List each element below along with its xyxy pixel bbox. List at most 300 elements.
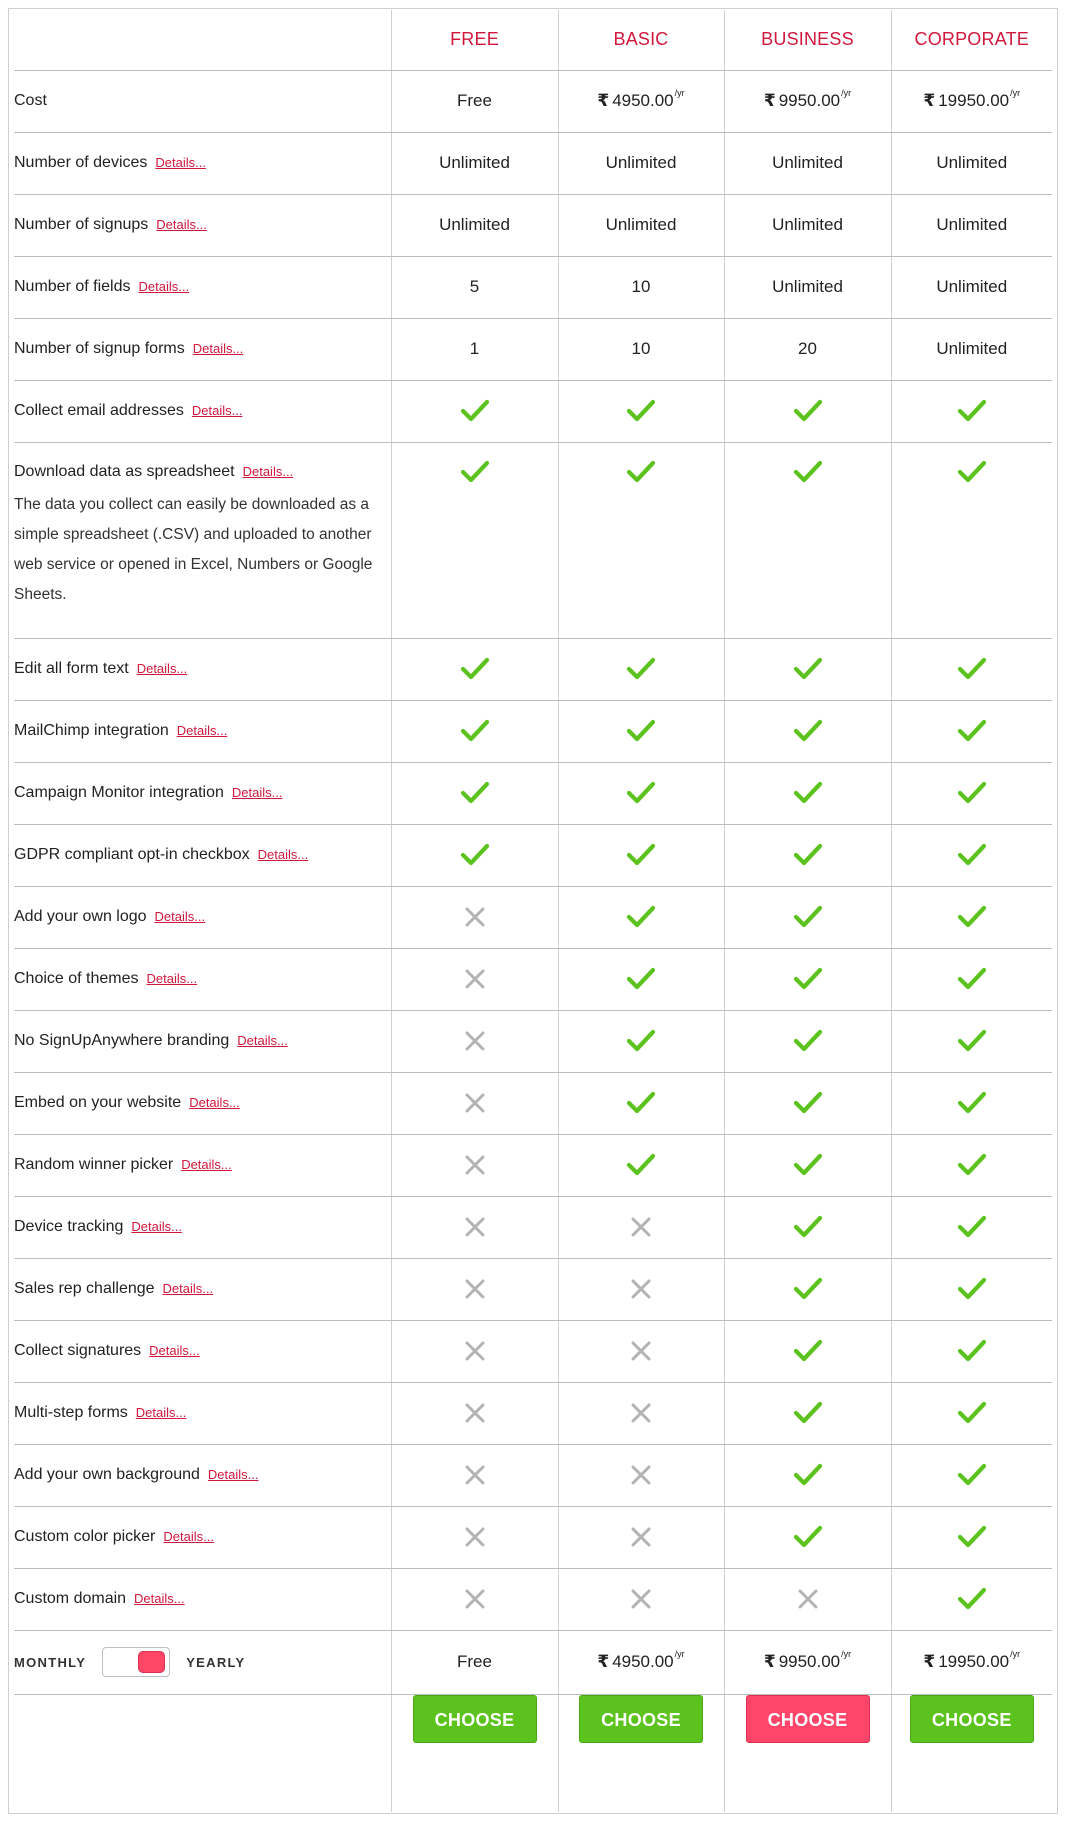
cost-label: Cost xyxy=(14,70,391,132)
feature-label-cell xyxy=(14,380,391,442)
check-icon xyxy=(626,780,656,806)
included-free xyxy=(391,442,558,638)
value-business: Unlimited xyxy=(724,132,891,194)
price-period: /yr xyxy=(674,88,685,98)
switch-knob[interactable] xyxy=(138,1651,165,1673)
included-corporate xyxy=(891,442,1052,638)
plan-name-basic: BASIC xyxy=(558,10,724,70)
details-link-number-of-fields[interactable]: Details... xyxy=(138,279,190,294)
price-period: /yr xyxy=(841,1649,852,1659)
billing-price-basic xyxy=(558,1630,724,1694)
check-icon xyxy=(957,1338,987,1364)
feature-row-number-of-signup-forms xyxy=(14,318,1052,380)
feature-row-number-of-fields xyxy=(14,256,1052,318)
included-free xyxy=(391,1568,558,1630)
price-period: /yr xyxy=(674,1649,685,1659)
cross-icon xyxy=(460,1400,490,1426)
feature-name-add-your-own-logo: Add your own logo xyxy=(14,908,147,925)
check-icon xyxy=(626,904,656,930)
rupee-symbol: ₹ xyxy=(597,91,610,110)
check-icon xyxy=(626,459,656,485)
feature-row-gdpr-compliant-opt-in-checkbox xyxy=(14,824,1052,886)
check-icon xyxy=(793,1152,823,1178)
check-icon xyxy=(460,842,490,868)
check-icon xyxy=(957,966,987,992)
feature-label-cell xyxy=(14,886,391,948)
included-basic xyxy=(558,762,724,824)
feature-row-embed-on-your-website xyxy=(14,1072,1052,1134)
feature-row-add-your-own-background xyxy=(14,1444,1052,1506)
feature-label-cell xyxy=(14,1010,391,1072)
details-link-number-of-signup-forms[interactable]: Details... xyxy=(192,341,244,356)
check-icon xyxy=(626,842,656,868)
details-link-no-signupanywhere-branding[interactable]: Details... xyxy=(237,1033,288,1048)
cross-icon xyxy=(460,1152,490,1178)
price-amount: Free xyxy=(457,91,492,110)
included-basic xyxy=(558,700,724,762)
check-icon xyxy=(626,1028,656,1054)
rupee-symbol: ₹ xyxy=(923,1652,936,1671)
check-icon xyxy=(957,398,987,424)
included-basic xyxy=(558,1568,724,1630)
cross-icon xyxy=(460,1028,490,1054)
cross-icon xyxy=(460,1462,490,1488)
included-corporate xyxy=(891,948,1052,1010)
included-basic xyxy=(558,380,724,442)
value-free: 1 xyxy=(391,318,558,380)
included-corporate xyxy=(891,1258,1052,1320)
feature-label-cell xyxy=(14,1072,391,1134)
feature-name-custom-color-picker: Custom color picker xyxy=(14,1528,156,1545)
billing-price-free xyxy=(391,1630,558,1694)
feature-name-embed-on-your-website: Embed on your website xyxy=(14,1094,182,1111)
included-free xyxy=(391,948,558,1010)
billing-toggle-cell xyxy=(14,1630,391,1694)
check-icon xyxy=(793,398,823,424)
feature-row-add-your-own-logo xyxy=(14,886,1052,948)
feature-name-multi-step-forms: Multi-step forms xyxy=(14,1404,128,1421)
check-icon xyxy=(793,1090,823,1116)
feature-label-cell xyxy=(14,442,391,638)
feature-name-choice-of-themes: Choice of themes xyxy=(14,970,139,987)
monthly-label[interactable]: MONTHLY xyxy=(14,1654,87,1670)
included-business xyxy=(724,700,891,762)
feature-name-collect-email-addresses: Collect email addresses xyxy=(14,402,184,419)
included-business xyxy=(724,1258,891,1320)
included-free xyxy=(391,700,558,762)
rupee-symbol: ₹ xyxy=(763,91,776,110)
feature-label-cell xyxy=(14,1196,391,1258)
value-free: Unlimited xyxy=(391,194,558,256)
included-free xyxy=(391,1072,558,1134)
feature-row-download-data-as-spreadsheet xyxy=(14,442,1052,638)
details-link-embed-on-your-website[interactable]: Details... xyxy=(189,1095,240,1110)
cross-icon xyxy=(626,1276,656,1302)
feature-name-no-signupanywhere-branding: No SignUpAnywhere branding xyxy=(14,1032,230,1049)
feature-row-mailchimp-integration xyxy=(14,700,1052,762)
feature-label-cell xyxy=(14,256,391,318)
value-basic: Unlimited xyxy=(558,194,724,256)
cost-value-basic xyxy=(558,70,724,132)
feature-name-sales-rep-challenge: Sales rep challenge xyxy=(14,1280,155,1297)
price-amount: 9950.00 xyxy=(778,91,841,110)
feature-name-custom-domain: Custom domain xyxy=(14,1590,127,1607)
feature-row-custom-color-picker xyxy=(14,1506,1052,1568)
details-link-custom-domain[interactable]: Details... xyxy=(134,1591,185,1606)
value-business: 20 xyxy=(724,318,891,380)
feature-row-multi-step-forms xyxy=(14,1382,1052,1444)
feature-label-cell xyxy=(14,1444,391,1506)
included-business xyxy=(724,1506,891,1568)
billing-row xyxy=(14,1630,1052,1694)
details-link-download-data-as-spreadsheet[interactable]: Details... xyxy=(242,463,294,479)
value-business: Unlimited xyxy=(724,194,891,256)
price-amount: 19950.00 xyxy=(938,1652,1010,1671)
value-basic: 10 xyxy=(558,256,724,318)
feature-label-cell xyxy=(14,1320,391,1382)
included-business xyxy=(724,886,891,948)
choose-cell-basic xyxy=(558,1694,724,1812)
details-link-multi-step-forms[interactable]: Details... xyxy=(135,1405,187,1420)
included-corporate xyxy=(891,1320,1052,1382)
details-link-gdpr-compliant-opt-in-checkbox[interactable]: Details... xyxy=(257,847,309,862)
value-corporate: Unlimited xyxy=(891,132,1052,194)
check-icon xyxy=(957,1276,987,1302)
choose-button-business[interactable]: CHOOSE xyxy=(746,1695,870,1743)
check-icon xyxy=(957,1400,987,1426)
included-free xyxy=(391,638,558,700)
details-link-device-tracking[interactable]: Details... xyxy=(131,1219,182,1234)
price-amount: 9950.00 xyxy=(778,1652,841,1671)
value-business: Unlimited xyxy=(724,256,891,318)
feature-name-number-of-signups: Number of signups xyxy=(14,216,149,233)
check-icon xyxy=(957,1586,987,1612)
included-corporate xyxy=(891,1196,1052,1258)
value-free: 5 xyxy=(391,256,558,318)
check-icon xyxy=(957,904,987,930)
feature-row-random-winner-picker xyxy=(14,1134,1052,1196)
details-link-sales-rep-challenge[interactable]: Details... xyxy=(162,1281,214,1296)
included-business xyxy=(724,1444,891,1506)
feature-name-number-of-devices: Number of devices xyxy=(14,154,148,171)
included-corporate xyxy=(891,380,1052,442)
details-link-collect-signatures[interactable]: Details... xyxy=(149,1343,200,1358)
plan-name-business: BUSINESS xyxy=(724,10,891,70)
check-icon xyxy=(793,966,823,992)
included-business xyxy=(724,1072,891,1134)
details-link-random-winner-picker[interactable]: Details... xyxy=(181,1157,232,1172)
included-business xyxy=(724,1382,891,1444)
included-corporate xyxy=(891,1010,1052,1072)
check-icon xyxy=(793,1338,823,1364)
price-period: /yr xyxy=(1010,88,1021,98)
included-corporate xyxy=(891,638,1052,700)
billing-price-corporate xyxy=(891,1630,1052,1694)
check-icon xyxy=(793,1400,823,1426)
details-link-number-of-signups[interactable]: Details... xyxy=(156,217,207,232)
check-icon xyxy=(626,1152,656,1178)
feature-row-edit-all-form-text xyxy=(14,638,1052,700)
price-amount: 19950.00 xyxy=(938,91,1010,110)
rupee-symbol: ₹ xyxy=(763,1652,776,1671)
included-free xyxy=(391,762,558,824)
value-corporate: Unlimited xyxy=(891,194,1052,256)
check-icon xyxy=(793,1276,823,1302)
check-icon xyxy=(957,459,987,485)
included-free xyxy=(391,1444,558,1506)
feature-row-choice-of-themes xyxy=(14,948,1052,1010)
check-icon xyxy=(957,1462,987,1488)
feature-label-cell xyxy=(14,1134,391,1196)
included-basic xyxy=(558,1072,724,1134)
value-free: Unlimited xyxy=(391,132,558,194)
feature-label-cell xyxy=(14,1568,391,1630)
details-link-collect-email-addresses[interactable]: Details... xyxy=(191,403,243,418)
feature-label-cell xyxy=(14,948,391,1010)
plan-name-corporate: CORPORATE xyxy=(891,10,1052,70)
check-icon xyxy=(793,656,823,682)
cost-value-corporate xyxy=(891,70,1052,132)
feature-name-download-data-as-spreadsheet: Download data as spreadsheet xyxy=(14,462,235,480)
check-icon xyxy=(957,656,987,682)
details-link-custom-color-picker[interactable]: Details... xyxy=(163,1529,214,1544)
feature-row-sales-rep-challenge xyxy=(14,1258,1052,1320)
feature-name-random-winner-picker: Random winner picker xyxy=(14,1156,174,1173)
rupee-symbol: ₹ xyxy=(597,1652,610,1671)
price-amount: 4950.00 xyxy=(612,91,674,110)
check-icon xyxy=(793,1524,823,1550)
details-link-add-your-own-logo[interactable]: Details... xyxy=(154,909,206,924)
check-icon xyxy=(793,459,823,485)
feature-name-collect-signatures: Collect signatures xyxy=(14,1342,142,1359)
feature-name-edit-all-form-text: Edit all form text xyxy=(14,660,129,677)
feature-row-collect-signatures xyxy=(14,1320,1052,1382)
choose-button-free[interactable]: CHOOSE xyxy=(413,1695,537,1743)
check-icon xyxy=(793,842,823,868)
details-link-campaign-monitor-integration[interactable]: Details... xyxy=(231,785,283,800)
included-business xyxy=(724,1568,891,1630)
feature-description: The data you collect can easily be downloaded as a simple spreadsheet (.CSV) and uploaded to another web service or opened in Excel, Numbers or Google Sheets. xyxy=(14,495,373,603)
included-corporate xyxy=(891,762,1052,824)
included-free xyxy=(391,380,558,442)
rupee-symbol: ₹ xyxy=(923,91,936,110)
check-icon xyxy=(957,842,987,868)
price-period: /yr xyxy=(1010,1649,1021,1659)
cross-icon xyxy=(460,1276,490,1302)
check-icon xyxy=(957,718,987,744)
feature-label-cell xyxy=(14,1382,391,1444)
included-basic xyxy=(558,948,724,1010)
check-icon xyxy=(793,780,823,806)
feature-row-device-tracking xyxy=(14,1196,1052,1258)
details-link-number-of-devices[interactable]: Details... xyxy=(155,155,206,170)
value-corporate: Unlimited xyxy=(891,256,1052,318)
included-corporate xyxy=(891,1444,1052,1506)
feature-row-collect-email-addresses xyxy=(14,380,1052,442)
pricing-table xyxy=(14,10,1052,1812)
included-basic xyxy=(558,1196,724,1258)
cross-icon xyxy=(626,1524,656,1550)
included-basic xyxy=(558,1134,724,1196)
choose-cell-corporate xyxy=(891,1694,1052,1812)
cross-icon xyxy=(460,966,490,992)
price-period: /yr xyxy=(841,88,852,98)
included-corporate xyxy=(891,1568,1052,1630)
included-business xyxy=(724,442,891,638)
check-icon xyxy=(793,904,823,930)
check-icon xyxy=(793,718,823,744)
cross-icon xyxy=(460,1586,490,1612)
feature-row-number-of-signups xyxy=(14,194,1052,256)
check-icon xyxy=(957,1524,987,1550)
billing-price-business xyxy=(724,1630,891,1694)
cross-icon xyxy=(460,1090,490,1116)
included-free xyxy=(391,824,558,886)
included-corporate xyxy=(891,824,1052,886)
check-icon xyxy=(793,1462,823,1488)
included-business xyxy=(724,1196,891,1258)
included-free xyxy=(391,1010,558,1072)
check-icon xyxy=(626,966,656,992)
included-business xyxy=(724,824,891,886)
included-free xyxy=(391,1258,558,1320)
included-corporate xyxy=(891,886,1052,948)
feature-label-cell xyxy=(14,1506,391,1568)
included-free xyxy=(391,1134,558,1196)
included-business xyxy=(724,948,891,1010)
cross-icon xyxy=(626,1338,656,1364)
feature-label-cell xyxy=(14,700,391,762)
cross-icon xyxy=(626,1214,656,1240)
check-icon xyxy=(460,718,490,744)
feature-name-number-of-signup-forms: Number of signup forms xyxy=(14,340,185,357)
included-corporate xyxy=(891,1072,1052,1134)
choose-cell-business xyxy=(724,1694,891,1812)
cross-icon xyxy=(460,1214,490,1240)
value-basic: Unlimited xyxy=(558,132,724,194)
check-icon xyxy=(626,1090,656,1116)
included-corporate xyxy=(891,1134,1052,1196)
choose-spacer xyxy=(14,1694,391,1812)
check-icon xyxy=(957,1090,987,1116)
feature-row-campaign-monitor-integration xyxy=(14,762,1052,824)
details-link-add-your-own-background[interactable]: Details... xyxy=(207,1467,259,1482)
feature-label-cell xyxy=(14,318,391,380)
cross-icon xyxy=(460,1338,490,1364)
check-icon xyxy=(793,1214,823,1240)
feature-name-gdpr-compliant-opt-in-checkbox: GDPR compliant opt-in checkbox xyxy=(14,846,250,863)
included-basic xyxy=(558,442,724,638)
feature-name-mailchimp-integration: MailChimp integration xyxy=(14,722,169,739)
included-basic xyxy=(558,1320,724,1382)
value-corporate: Unlimited xyxy=(891,318,1052,380)
feature-row-custom-domain xyxy=(14,1568,1052,1630)
pricing-frame xyxy=(8,8,1058,1814)
included-free xyxy=(391,1320,558,1382)
choose-row xyxy=(14,1694,1052,1812)
feature-label-cell xyxy=(14,824,391,886)
details-link-edit-all-form-text[interactable]: Details... xyxy=(136,661,188,676)
included-business xyxy=(724,638,891,700)
check-icon xyxy=(460,656,490,682)
feature-label-cell xyxy=(14,132,391,194)
cross-icon xyxy=(626,1586,656,1612)
billing-switch[interactable] xyxy=(102,1647,170,1677)
cost-value-business xyxy=(724,70,891,132)
cost-row xyxy=(14,70,1052,132)
check-icon xyxy=(957,780,987,806)
check-icon xyxy=(626,718,656,744)
included-basic xyxy=(558,824,724,886)
included-basic xyxy=(558,1258,724,1320)
cost-value-free xyxy=(391,70,558,132)
feature-name-add-your-own-background: Add your own background xyxy=(14,1466,200,1483)
feature-label-cell xyxy=(14,194,391,256)
check-icon xyxy=(460,398,490,424)
cross-icon xyxy=(460,1524,490,1550)
included-business xyxy=(724,380,891,442)
price-amount: 4950.00 xyxy=(612,1652,674,1671)
plan-name-free: FREE xyxy=(391,10,558,70)
price-amount: Free xyxy=(457,1652,492,1671)
included-corporate xyxy=(891,1506,1052,1568)
value-basic: 10 xyxy=(558,318,724,380)
plan-header-row xyxy=(14,10,1052,70)
feature-label-cell xyxy=(14,638,391,700)
check-icon xyxy=(957,1214,987,1240)
included-corporate xyxy=(891,1382,1052,1444)
included-basic xyxy=(558,1506,724,1568)
feature-name-campaign-monitor-integration: Campaign Monitor integration xyxy=(14,784,224,801)
choose-button-corporate[interactable]: CHOOSE xyxy=(910,1695,1034,1743)
header-spacer xyxy=(14,10,391,70)
included-business xyxy=(724,1320,891,1382)
included-free xyxy=(391,1382,558,1444)
cross-icon xyxy=(626,1400,656,1426)
included-basic xyxy=(558,1010,724,1072)
check-icon xyxy=(626,398,656,424)
included-corporate xyxy=(891,700,1052,762)
yearly-label[interactable]: YEARLY xyxy=(186,1654,246,1670)
choose-cell-free xyxy=(391,1694,558,1812)
check-icon xyxy=(957,1028,987,1054)
feature-name-device-tracking: Device tracking xyxy=(14,1218,124,1235)
check-icon xyxy=(460,459,490,485)
details-link-choice-of-themes[interactable]: Details... xyxy=(146,971,198,986)
details-link-mailchimp-integration[interactable]: Details... xyxy=(176,723,228,738)
check-icon xyxy=(793,1028,823,1054)
included-business xyxy=(724,762,891,824)
cross-icon xyxy=(460,904,490,930)
billing-toggle xyxy=(14,1647,391,1677)
cross-icon xyxy=(793,1586,823,1612)
feature-row-number-of-devices xyxy=(14,132,1052,194)
included-basic xyxy=(558,1444,724,1506)
feature-row-no-signupanywhere-branding xyxy=(14,1010,1052,1072)
included-business xyxy=(724,1010,891,1072)
included-basic xyxy=(558,886,724,948)
feature-label-cell xyxy=(14,1258,391,1320)
included-free xyxy=(391,1506,558,1568)
check-icon xyxy=(626,656,656,682)
included-free xyxy=(391,886,558,948)
included-basic xyxy=(558,1382,724,1444)
feature-label-cell xyxy=(14,762,391,824)
check-icon xyxy=(460,780,490,806)
cross-icon xyxy=(626,1462,656,1488)
choose-button-basic[interactable]: CHOOSE xyxy=(579,1695,703,1743)
included-free xyxy=(391,1196,558,1258)
